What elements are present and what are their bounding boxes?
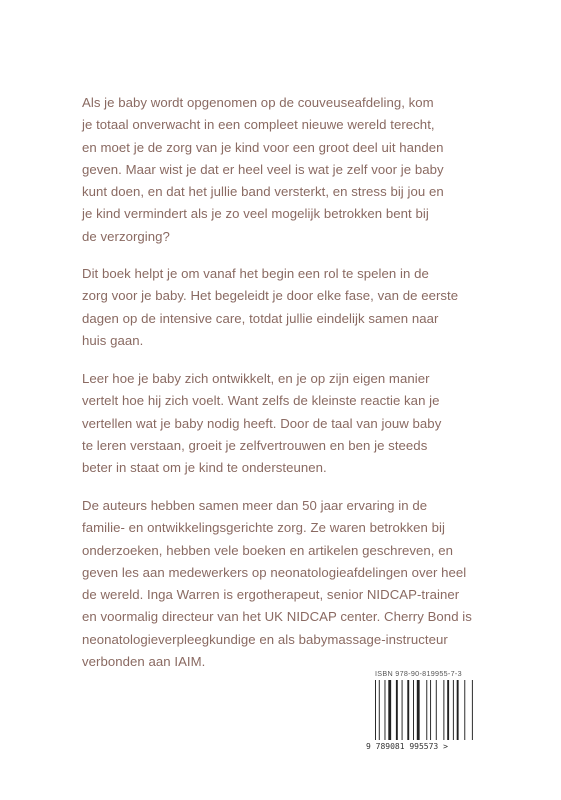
text-line: vertellen wat je baby nodig heeft. Door de taal van jouw baby: [82, 415, 442, 431]
text-line: dagen op de intensive care, totdat jullie eindelijk samen naar: [82, 310, 439, 326]
text-line: verbonden aan IAIM.: [82, 654, 206, 670]
text-line: huis gaan.: [82, 332, 144, 348]
isbn-label: ISBN 978-90-819955-7-3: [375, 669, 462, 678]
text-line: De auteurs hebben samen meer dan 50 jaar ervaring in de: [82, 498, 428, 513]
text-line: en voormalig directeur van het UK NIDCAP center. Cherry Bond is: [82, 609, 472, 625]
blurb-paragraph-3: [82, 368, 502, 479]
text-line: de wereld. Inga Warren is ergotherapeut, senior NIDCAP-trainer: [82, 587, 460, 603]
text-line: de verzorging?: [82, 228, 170, 244]
barcode-bars: [375, 680, 475, 742]
text-line: familie- en ontwikkelingsgerichte zorg. Ze waren betrokken bij: [82, 520, 445, 536]
barcode-digits: 9 789081 995573 >: [366, 742, 448, 751]
text-line: neonatologieverpleegkundige en als babymassage-instructeur: [82, 631, 448, 647]
text-line: onderzoeken, hebben vele boeken en artikelen geschreven, en: [82, 542, 454, 558]
author-paragraph: [82, 495, 502, 673]
text-line: zorg voor je baby. Het begeleidt je door elke fase, van de eerste: [82, 288, 459, 304]
text-line: kunt doen, en dat het jullie band versterkt, en stress bij jou en: [82, 184, 444, 200]
text-line: je kind vermindert als je zo veel mogelijk betrokken bent bij: [82, 206, 429, 222]
text-line: geven. Maar wist je dat er heel veel is wat je zelf voor je baby: [82, 161, 444, 177]
blurb-paragraph-1: [82, 92, 502, 248]
text-line: Leer hoe je baby zich ontwikkelt, en je op zijn eigen manier: [82, 371, 430, 386]
text-line: vertelt hoe hij zich voelt. Want zelfs de kleinste reactie kan je: [82, 393, 440, 409]
text-line: je totaal onverwacht in een compleet nieuwe wereld terecht,: [82, 117, 435, 133]
text-line: Dit boek helpt je om vanaf het begin een rol te spelen in de: [82, 266, 429, 281]
text-line: te leren verstaan, groeit je zelfvertrouwen en ben je steeds: [82, 437, 428, 453]
text-line: Als je baby wordt opgenomen op de couveuseafdeling, kom: [82, 95, 434, 110]
text-line: geven les aan medewerkers op neonatologieafdelingen over heel: [82, 564, 467, 580]
text-line: en moet je de zorg van je kind voor een groot deel uit handen: [82, 139, 444, 155]
blurb-paragraph-2: [82, 263, 502, 352]
text-line: beter in staat om je kind te ondersteunen.: [82, 460, 327, 476]
